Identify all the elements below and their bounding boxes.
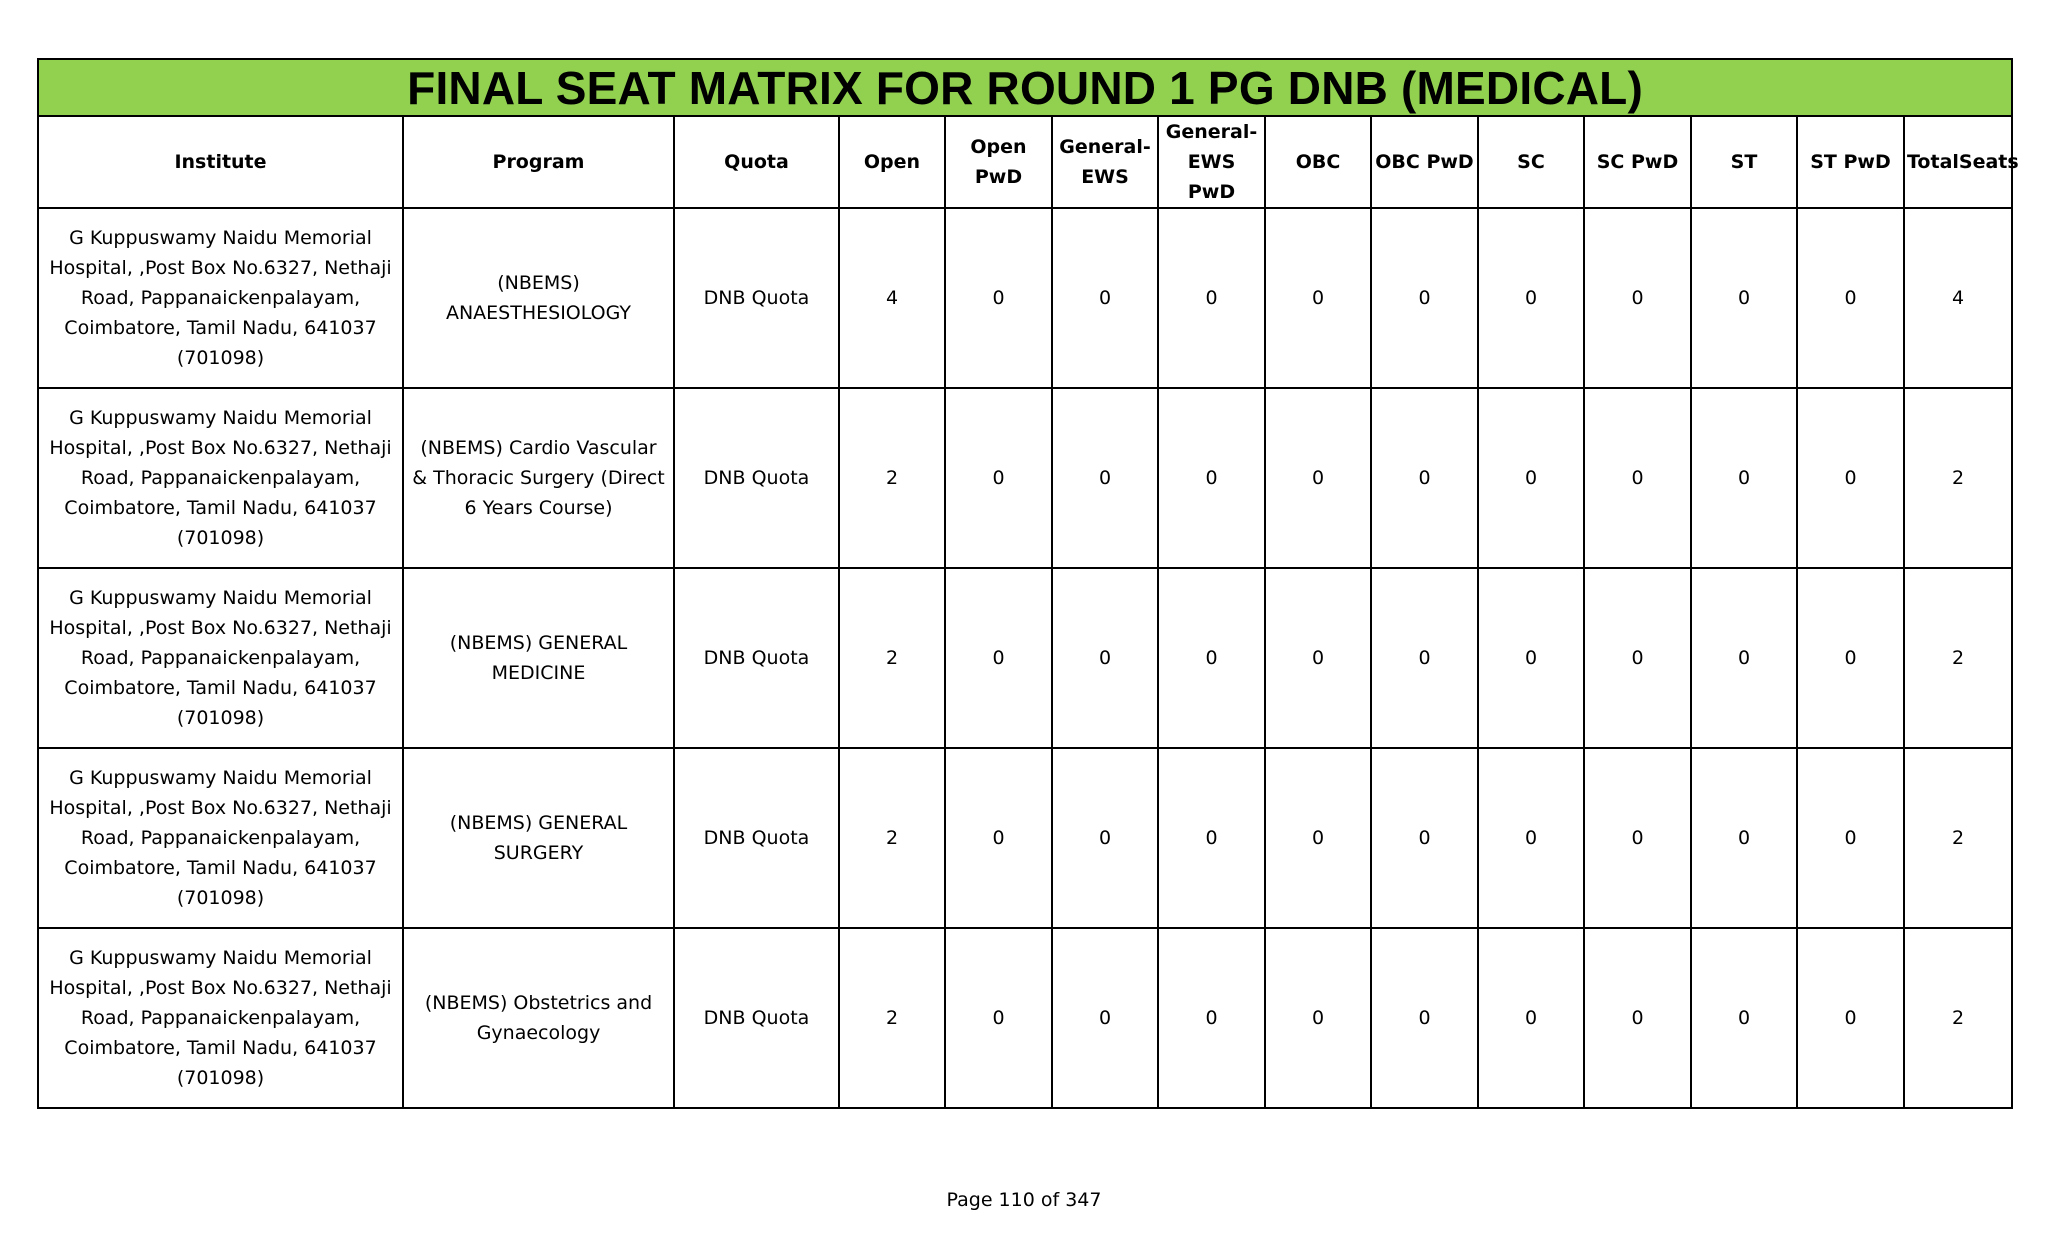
open-pwd-cell: 0 [945, 208, 1052, 388]
sc-cell: 0 [1478, 208, 1584, 388]
open-cell: 2 [839, 928, 945, 1108]
sc-cell: 0 [1478, 748, 1584, 928]
sc-pwd-cell: 0 [1584, 928, 1691, 1108]
st-pwd-cell: 0 [1797, 208, 1904, 388]
general-ews-cell: 0 [1052, 928, 1158, 1108]
open-pwd-cell: 0 [945, 568, 1052, 748]
column-header-general-ews: General-EWS [1052, 116, 1158, 208]
obc-cell: 0 [1265, 208, 1371, 388]
st-pwd-cell: 0 [1797, 568, 1904, 748]
general-ews-pwd-cell: 0 [1158, 928, 1265, 1108]
st-pwd-cell: 0 [1797, 928, 1904, 1108]
total-seats-cell: 4 [1904, 208, 2012, 388]
obc-pwd-cell: 0 [1371, 568, 1478, 748]
st-cell: 0 [1691, 928, 1797, 1108]
column-header-program: Program [403, 116, 674, 208]
table-title: FINAL SEAT MATRIX FOR ROUND 1 PG DNB (MEDICAL) [38, 59, 2012, 116]
page-number: Page 110 of 347 [946, 1189, 1102, 1211]
obc-pwd-cell: 0 [1371, 208, 1478, 388]
open-pwd-cell: 0 [945, 388, 1052, 568]
column-header-st-pwd: ST PwD [1797, 116, 1904, 208]
column-header-institute: Institute [38, 116, 403, 208]
open-cell: 2 [839, 388, 945, 568]
institute-cell: G Kuppuswamy Naidu Memorial Hospital, ,Post Box No.6327, Nethaji Road, Pappanaickenpalayam, Coimbatore, Tamil Nadu, 641037 (701098) [38, 208, 403, 388]
open-pwd-cell: 0 [945, 748, 1052, 928]
sc-cell: 0 [1478, 568, 1584, 748]
obc-cell: 0 [1265, 568, 1371, 748]
sc-pwd-cell: 0 [1584, 208, 1691, 388]
table-row [38, 388, 2012, 568]
column-header-sc-pwd: SC PwD [1584, 116, 1691, 208]
open-pwd-cell: 0 [945, 928, 1052, 1108]
program-cell: (NBEMS) GENERAL SURGERY [403, 748, 674, 928]
sc-cell: 0 [1478, 388, 1584, 568]
institute-cell: G Kuppuswamy Naidu Memorial Hospital, ,Post Box No.6327, Nethaji Road, Pappanaickenpalayam, Coimbatore, Tamil Nadu, 641037 (701098) [38, 748, 403, 928]
obc-pwd-cell: 0 [1371, 928, 1478, 1108]
general-ews-pwd-cell: 0 [1158, 748, 1265, 928]
st-cell: 0 [1691, 748, 1797, 928]
program-cell: (NBEMS) Cardio Vascular & Thoracic Surgery (Direct 6 Years Course) [403, 388, 674, 568]
sc-pwd-cell: 0 [1584, 748, 1691, 928]
open-cell: 4 [839, 208, 945, 388]
column-header-st: ST [1691, 116, 1797, 208]
obc-pwd-cell: 0 [1371, 748, 1478, 928]
header-row [38, 116, 2012, 208]
column-header-general-ews-pwd: General-EWS PwD [1158, 116, 1265, 208]
institute-cell: G Kuppuswamy Naidu Memorial Hospital, ,Post Box No.6327, Nethaji Road, Pappanaickenpalayam, Coimbatore, Tamil Nadu, 641037 (701098) [38, 928, 403, 1108]
total-seats-cell: 2 [1904, 928, 2012, 1108]
obc-pwd-cell: 0 [1371, 388, 1478, 568]
st-pwd-cell: 0 [1797, 748, 1904, 928]
open-cell: 2 [839, 568, 945, 748]
open-cell: 2 [839, 748, 945, 928]
program-cell: (NBEMS) Obstetrics and Gynaecology [403, 928, 674, 1108]
table-row [38, 748, 2012, 928]
st-pwd-cell: 0 [1797, 388, 1904, 568]
sc-pwd-cell: 0 [1584, 388, 1691, 568]
column-header-open: Open [839, 116, 945, 208]
general-ews-cell: 0 [1052, 208, 1158, 388]
title-row [38, 59, 2012, 116]
sc-pwd-cell: 0 [1584, 568, 1691, 748]
table-row [38, 568, 2012, 748]
obc-cell: 0 [1265, 928, 1371, 1108]
program-cell: (NBEMS) GENERAL MEDICINE [403, 568, 674, 748]
column-header-open-pwd: Open PwD [945, 116, 1052, 208]
total-seats-cell: 2 [1904, 748, 2012, 928]
quota-cell: DNB Quota [674, 748, 839, 928]
obc-cell: 0 [1265, 388, 1371, 568]
institute-cell: G Kuppuswamy Naidu Memorial Hospital, ,Post Box No.6327, Nethaji Road, Pappanaickenpalayam, Coimbatore, Tamil Nadu, 641037 (701098) [38, 388, 403, 568]
seat-matrix-table [37, 58, 2019, 1109]
st-cell: 0 [1691, 568, 1797, 748]
st-cell: 0 [1691, 208, 1797, 388]
table-row [38, 928, 2012, 1108]
sc-cell: 0 [1478, 928, 1584, 1108]
institute-cell: G Kuppuswamy Naidu Memorial Hospital, ,Post Box No.6327, Nethaji Road, Pappanaickenpalayam, Coimbatore, Tamil Nadu, 641037 (701098) [38, 568, 403, 748]
program-cell: (NBEMS) ANAESTHESIOLOGY [403, 208, 674, 388]
general-ews-cell: 0 [1052, 748, 1158, 928]
column-header-total-seats: TotalSeats [1904, 116, 2012, 208]
st-cell: 0 [1691, 388, 1797, 568]
quota-cell: DNB Quota [674, 568, 839, 748]
column-header-sc: SC [1478, 116, 1584, 208]
column-header-obc: OBC [1265, 116, 1371, 208]
general-ews-pwd-cell: 0 [1158, 568, 1265, 748]
general-ews-cell: 0 [1052, 568, 1158, 748]
general-ews-pwd-cell: 0 [1158, 208, 1265, 388]
column-header-quota: Quota [674, 116, 839, 208]
table-row [38, 208, 2012, 388]
general-ews-cell: 0 [1052, 388, 1158, 568]
column-header-obc-pwd: OBC PwD [1371, 116, 1478, 208]
quota-cell: DNB Quota [674, 208, 839, 388]
quota-cell: DNB Quota [674, 928, 839, 1108]
total-seats-cell: 2 [1904, 388, 2012, 568]
obc-cell: 0 [1265, 748, 1371, 928]
general-ews-pwd-cell: 0 [1158, 388, 1265, 568]
total-seats-cell: 2 [1904, 568, 2012, 748]
quota-cell: DNB Quota [674, 388, 839, 568]
